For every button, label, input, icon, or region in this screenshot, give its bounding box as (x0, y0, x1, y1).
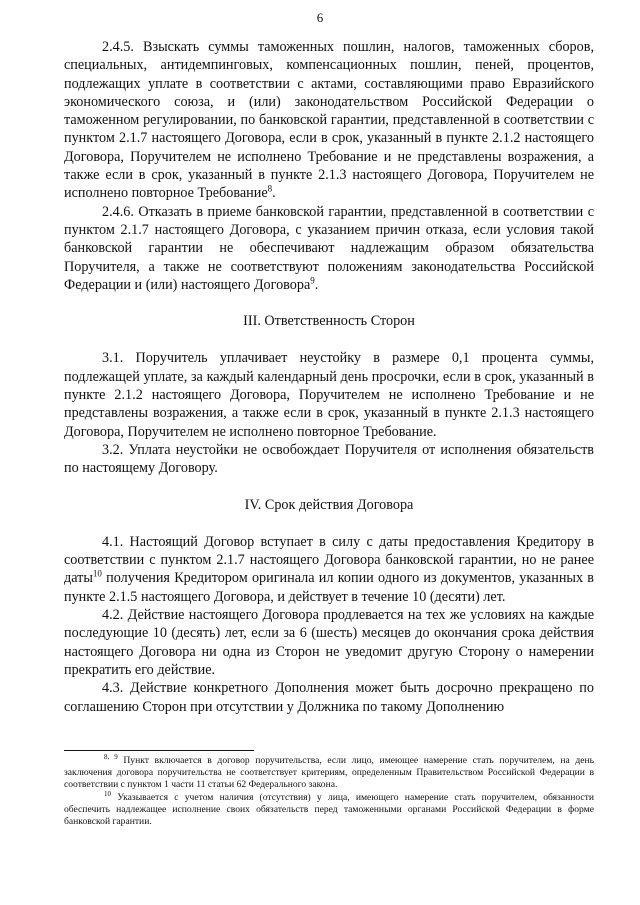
section-4-heading: IV. Срок действия Договора (244, 496, 414, 513)
paragraph-2-4-6 (64, 203, 594, 294)
footnote-8-9 (64, 752, 595, 792)
footnote-text: Указывается с учетом наличия (отсутствия) у лица, имеющего намерение стать поручителем, обязанности обеспечить надлежащее исполнение своих обязательств перед таможенными органами Российской Федерации в форме банковской гарантии. (64, 791, 594, 828)
paragraph-2-4-5 (64, 38, 594, 203)
footnote-text: Пункт включается в договор поручительства, если лицо, имеющее намерение стать поручителем, на день заключения договора поручительства не соответствует критериям, определенным Правительством Российской Федерации в соответствии с пунктом 1 части 11 статьи 62 Федерального закона. (64, 755, 595, 791)
section-3-heading: III. Ответственность Сторон (243, 313, 415, 330)
paragraph-end: . (314, 276, 319, 293)
footnote-separator (64, 750, 254, 751)
paragraph-end: . (272, 185, 276, 202)
footnote-mark: 10 (104, 789, 111, 798)
paragraph-4-1 (64, 533, 594, 606)
paragraph-4-3: 4.3. Действие конкретного Дополнения может быть досрочно прекращено по соглашению Сторон при отсутствии у Должника по такому Дополнению (64, 680, 594, 715)
footnote-ref-8: 8 (267, 183, 273, 194)
paragraph-text-continued: получения Кредитором оригинала ил копии одного из документов, указанных в пункте 2.1.5 настоящего Договора, и действует в течение 10 (десяти) лет. (64, 570, 594, 605)
paragraph-text: 4.1. Настоящий Договор вступает в силу с даты предоставления Кредитору в соответствии с пунктом 2.1.7 настоящего Договора банковской гарантии, но не ранее даты (64, 533, 594, 587)
footnote-ref-10: 10 (92, 568, 102, 579)
footnote-10 (64, 789, 594, 829)
paragraph-3-1: 3.1. Поручитель уплачивает неустойку в размере 0,1 процента суммы, подлежащей уплате, за каждый календарный день просрочки, если в срок, указанный в пункте 2.1.2 настоящего Договора, Поручителем не исполнено Требование и не представлены возражения, а также если в срок, указанный в пункте 2.1.3 настоящего Договора, Поручителем не исполнено повторное Требование. (64, 350, 594, 440)
paragraph-3-2: 3.2. Уплата неустойки не освобождает Поручителя от исполнения обязательств по настоящему Договору. (64, 441, 594, 477)
paragraph-4-2: 4.2. Действие настоящего Договора продлевается на тех же условиях на каждые последующие 10 (десять) лет, если за 6 (шесть) месяцев до окончания срока действия настоящего Договора ни одна из Сторон не уведомит другую Сторону о намерении прекратить его действие. (64, 607, 594, 678)
footnote-ref-9: 9 (310, 275, 315, 286)
document-body (64, 38, 594, 716)
paragraph-text: 2.4.6. Отказать в приеме банковской гарантии, представленной в соответствии с пунктом 2.1.7 настоящего Договора, с указанием причин отказа, если условия такой банковской гарантии не обеспечивают надлежащим образом обязательства Поручителя, а также не соответствуют положениям законодательства Российской Федерации и (или) настоящего Договора (64, 203, 594, 293)
paragraph-text: 2.4.5. Взыскать суммы таможенных пошлин, налогов, таможенных сборов, специальных, антидемпинговых, компенсационных пошлин, пеней, процентов, подлежащих уплате в соответствии с актами, составляющими право Евразийского экономического союза, и (или) законодательством Российской Федерации о таможенном регулировании, по банковской гарантии, представленной в соответствии с пунктом 2.1.7 настоящего Договора, если в срок, указанный в пункте 2.1.2 настоящего Договора, Поручителем не исполнено Требование и не представлены возражения, а также если в срок, указанный в пункте 2.1.3 настоящего Договора, Поручителем не исполнено повторное Требование (64, 39, 594, 202)
page-number: 6 (316, 10, 324, 25)
footnote-mark: 8, 9 (104, 752, 118, 761)
footnotes (64, 750, 594, 828)
